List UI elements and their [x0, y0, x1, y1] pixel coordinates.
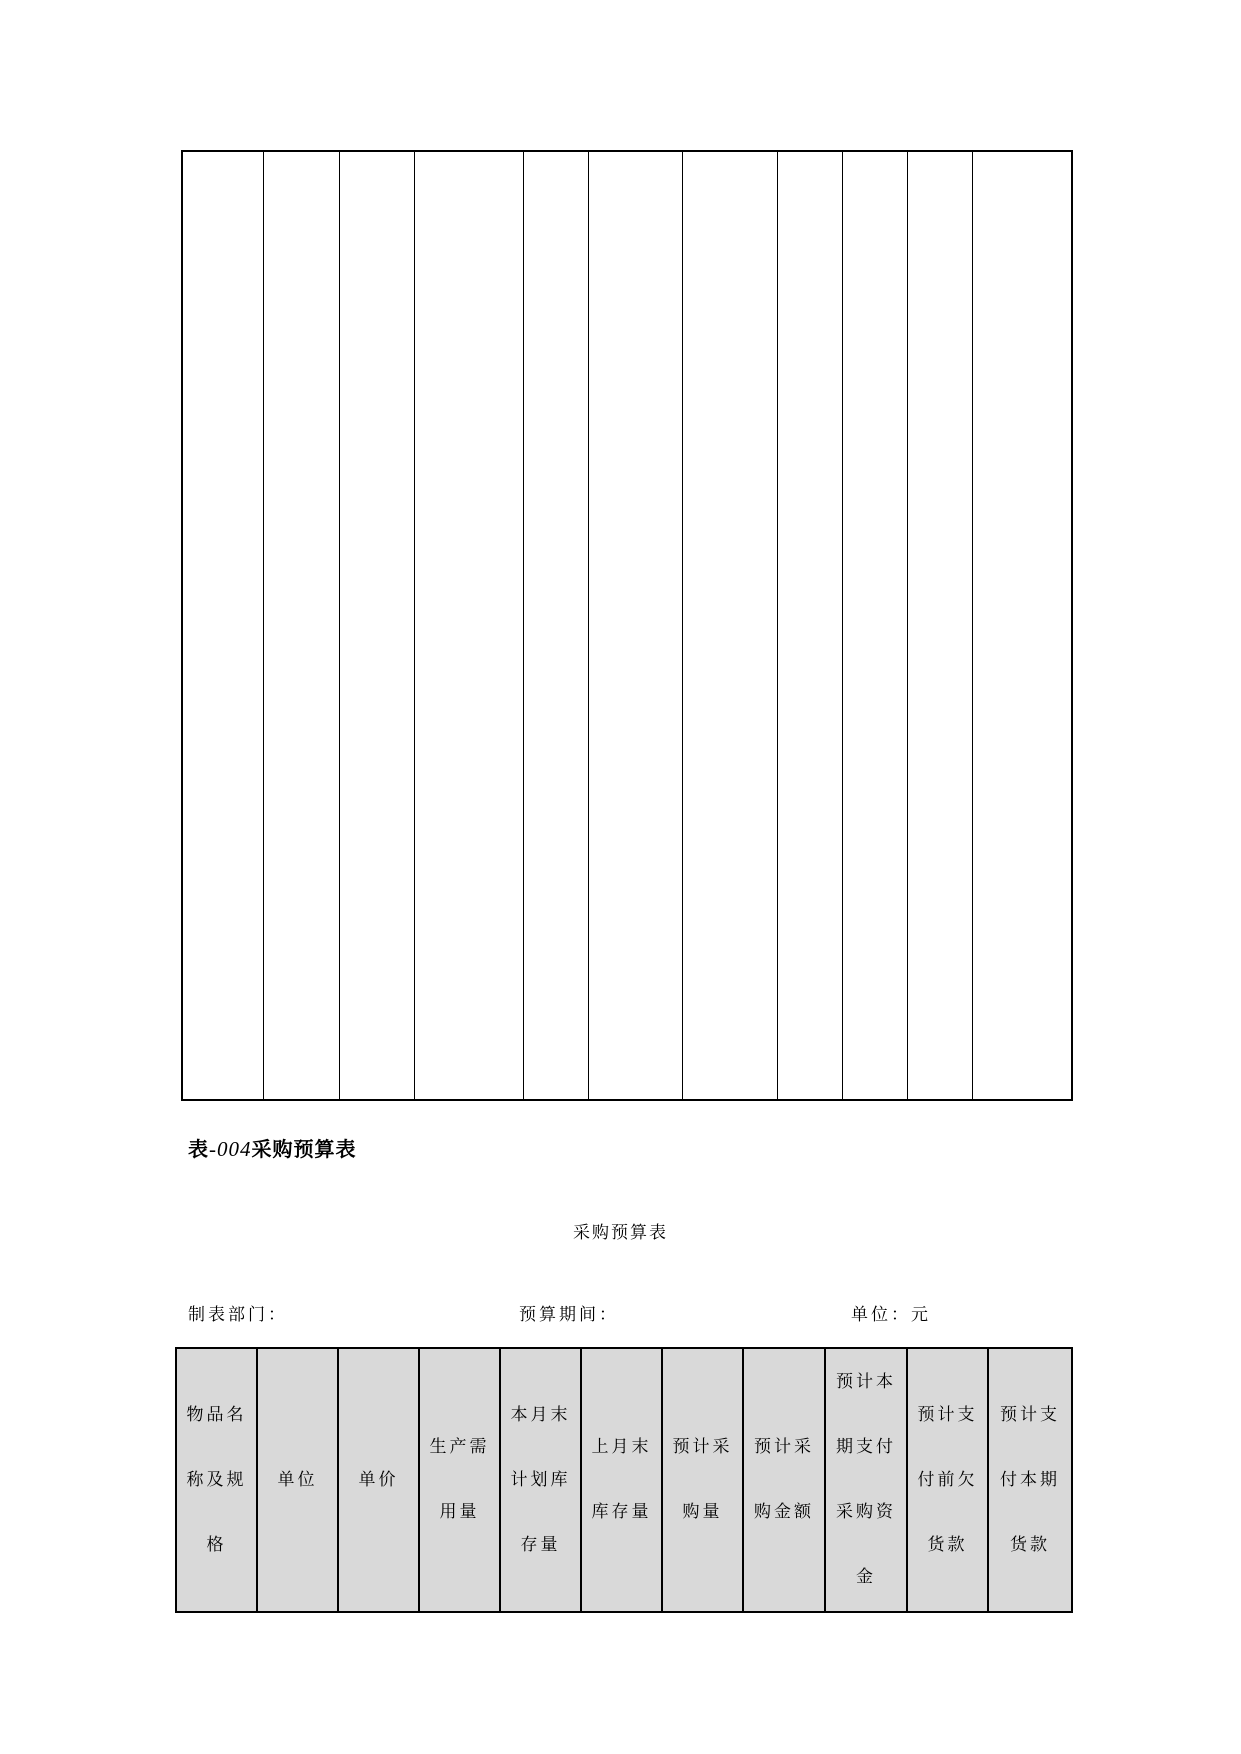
table-column-divider: [907, 152, 908, 1099]
header-estimated-current-period-payment: 预计支 付本期 货款: [988, 1348, 1072, 1612]
table-column-divider: [682, 152, 683, 1099]
header-unit: 单位: [257, 1348, 338, 1612]
purchase-budget-table: [175, 1347, 1073, 1613]
table-header-row: [176, 1348, 1072, 1612]
section-heading: [188, 1133, 357, 1162]
header-last-month-end-stock: 上月末 库存量: [581, 1348, 662, 1612]
header-estimated-purchase-qty: 预计采 购量: [662, 1348, 743, 1612]
period-label: 预算期间：: [519, 1305, 619, 1325]
document-title: 采购预算表: [573, 1223, 668, 1243]
department-label: 制表部门：: [188, 1305, 288, 1325]
header-estimated-purchase-amount: 预计采 购金额: [743, 1348, 825, 1612]
table-column-divider: [263, 152, 264, 1099]
table-column-divider: [523, 152, 524, 1099]
unit-label: 单位：元: [851, 1305, 931, 1325]
section-heading-prefix: 表: [188, 1137, 209, 1161]
table-column-divider: [777, 152, 778, 1099]
section-heading-code: -004: [209, 1137, 252, 1161]
table-column-divider: [842, 152, 843, 1099]
section-heading-title: 采购预算表: [251, 1137, 357, 1161]
header-unit-price: 单价: [338, 1348, 419, 1612]
table-column-divider: [339, 152, 340, 1099]
header-production-requirement: 生产需 用量: [419, 1348, 500, 1612]
header-estimated-prior-arrears-payment: 预计支 付前欠 货款: [907, 1348, 988, 1612]
header-item-name-spec: 物品名 称及规 格: [176, 1348, 257, 1612]
header-planned-month-end-stock: 本月末 计划库 存量: [500, 1348, 581, 1612]
header-estimated-current-payment: 预计本 期支付 采购资 金: [825, 1348, 907, 1612]
blank-table-continuation: [181, 150, 1073, 1101]
table-column-divider: [972, 152, 973, 1099]
table-column-divider: [414, 152, 415, 1099]
table-column-divider: [588, 152, 589, 1099]
